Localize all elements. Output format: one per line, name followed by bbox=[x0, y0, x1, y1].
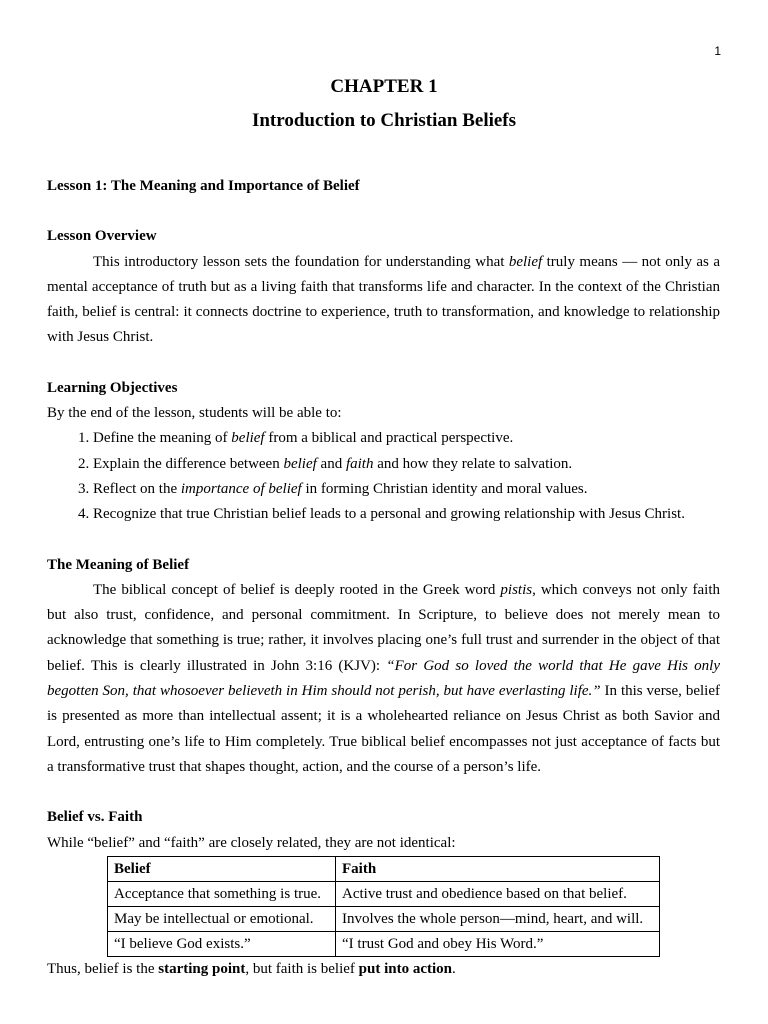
emphasis: belief bbox=[508, 253, 543, 270]
meaning-paragraph bbox=[47, 578, 720, 780]
versus-heading: Belief vs. Faith bbox=[47, 809, 143, 826]
table-row bbox=[108, 906, 660, 931]
text-run: , which conveys not only faith but also trust, confidence, and personal commitment. In Scripture, to believe does not merely mean to acknowledge that something is true; rather, it involves placing one’s full trust and surrender in the object of that belief. This is clearly illustrated in John 3:16 (KJV): bbox=[47, 581, 720, 674]
text-run: in forming Christian identity and moral values. bbox=[301, 480, 588, 497]
objectives-intro: By the end of the lesson, students will be able to: bbox=[47, 405, 342, 422]
text-run: and how they relate to salvation. bbox=[373, 455, 573, 472]
objectives-heading: Learning Objectives bbox=[47, 379, 178, 396]
emphasis: faith bbox=[345, 455, 374, 472]
emphasis: pistis bbox=[500, 581, 533, 598]
table-header-row bbox=[108, 856, 660, 881]
strong-text: put into action bbox=[358, 960, 452, 977]
table-row bbox=[108, 931, 660, 956]
list-item bbox=[93, 426, 720, 451]
emphasis: belief bbox=[283, 455, 317, 472]
comparison-table bbox=[107, 856, 660, 957]
text-run: Recognize that true Christian belief leads to a personal and growing relationship with Jesus Christ. bbox=[93, 506, 685, 523]
overview-paragraph bbox=[47, 250, 720, 351]
versus-conclusion bbox=[47, 957, 720, 982]
emphasis: belief bbox=[231, 430, 265, 447]
text-run: The biblical concept of belief is deeply rooted in the Greek word bbox=[93, 581, 501, 598]
document-body bbox=[47, 174, 720, 982]
text-run: . bbox=[452, 960, 456, 977]
text-run: , but faith is belief bbox=[245, 960, 359, 977]
text-run: from a biblical and practical perspective. bbox=[264, 430, 514, 447]
list-item bbox=[93, 477, 720, 502]
text-run: In this verse, belief is presented as more than intellectual assent; it is a wholehearted reliance on Jesus Christ as both Savior and Lord, entrusting one’s life to Him completely. True biblical belief encompasses not just acceptance of facts but a transformative trust that shapes thought, action, and the course of a person’s life. bbox=[47, 683, 720, 775]
text-run: Define the meaning of bbox=[93, 430, 232, 447]
chapter-title: Introduction to Christian Beliefs bbox=[251, 110, 517, 131]
emphasis: importance of belief bbox=[180, 480, 302, 497]
text-run: Explain the difference between bbox=[93, 455, 284, 472]
text-run: and bbox=[316, 455, 346, 472]
overview-heading: Lesson Overview bbox=[47, 228, 157, 245]
text-run: This introductory lesson sets the foundation for understanding what bbox=[93, 253, 509, 270]
page-number: 1 bbox=[714, 44, 721, 58]
strong-text: starting point bbox=[158, 960, 246, 977]
table-cell: “I believe God exists.” bbox=[108, 931, 336, 956]
table-header: Belief bbox=[108, 856, 336, 881]
text-run: truly means — not only as a mental acceptance of truth but as a living faith that transforms life and character. In the context of the Christian faith, belief is central: it connects doctrine to experience, truth to transformation, and knowledge to relationship with Jesus Christ. bbox=[47, 253, 721, 346]
table-cell: Acceptance that something is true. bbox=[108, 881, 336, 906]
versus-intro: While “belief” and “faith” are closely related, they are not identical: bbox=[47, 834, 456, 851]
list-item bbox=[93, 502, 720, 527]
table-header: Faith bbox=[336, 856, 660, 881]
table-cell: Active trust and obedience based on that belief. bbox=[336, 881, 660, 906]
table-cell: May be intellectual or emotional. bbox=[108, 906, 336, 931]
meaning-heading: The Meaning of Belief bbox=[47, 556, 190, 573]
text-run: Thus, belief is the bbox=[47, 960, 159, 977]
list-item bbox=[93, 452, 720, 477]
lesson-title: Lesson 1: The Meaning and Importance of Belief bbox=[47, 178, 360, 194]
table-cell: “I trust God and obey His Word.” bbox=[336, 931, 660, 956]
text-run: Reflect on the bbox=[93, 480, 181, 497]
chapter-heading: CHAPTER 1 bbox=[330, 76, 438, 97]
table-row bbox=[108, 881, 660, 906]
scripture-quote: “For God so loved the world that He gave His only begotten Son, that whosoever believeth in Him should not perish, but have everlasting life.” bbox=[47, 657, 721, 700]
table-cell: Involves the whole person—mind, heart, and will. bbox=[336, 906, 660, 931]
objectives-list bbox=[47, 426, 720, 527]
